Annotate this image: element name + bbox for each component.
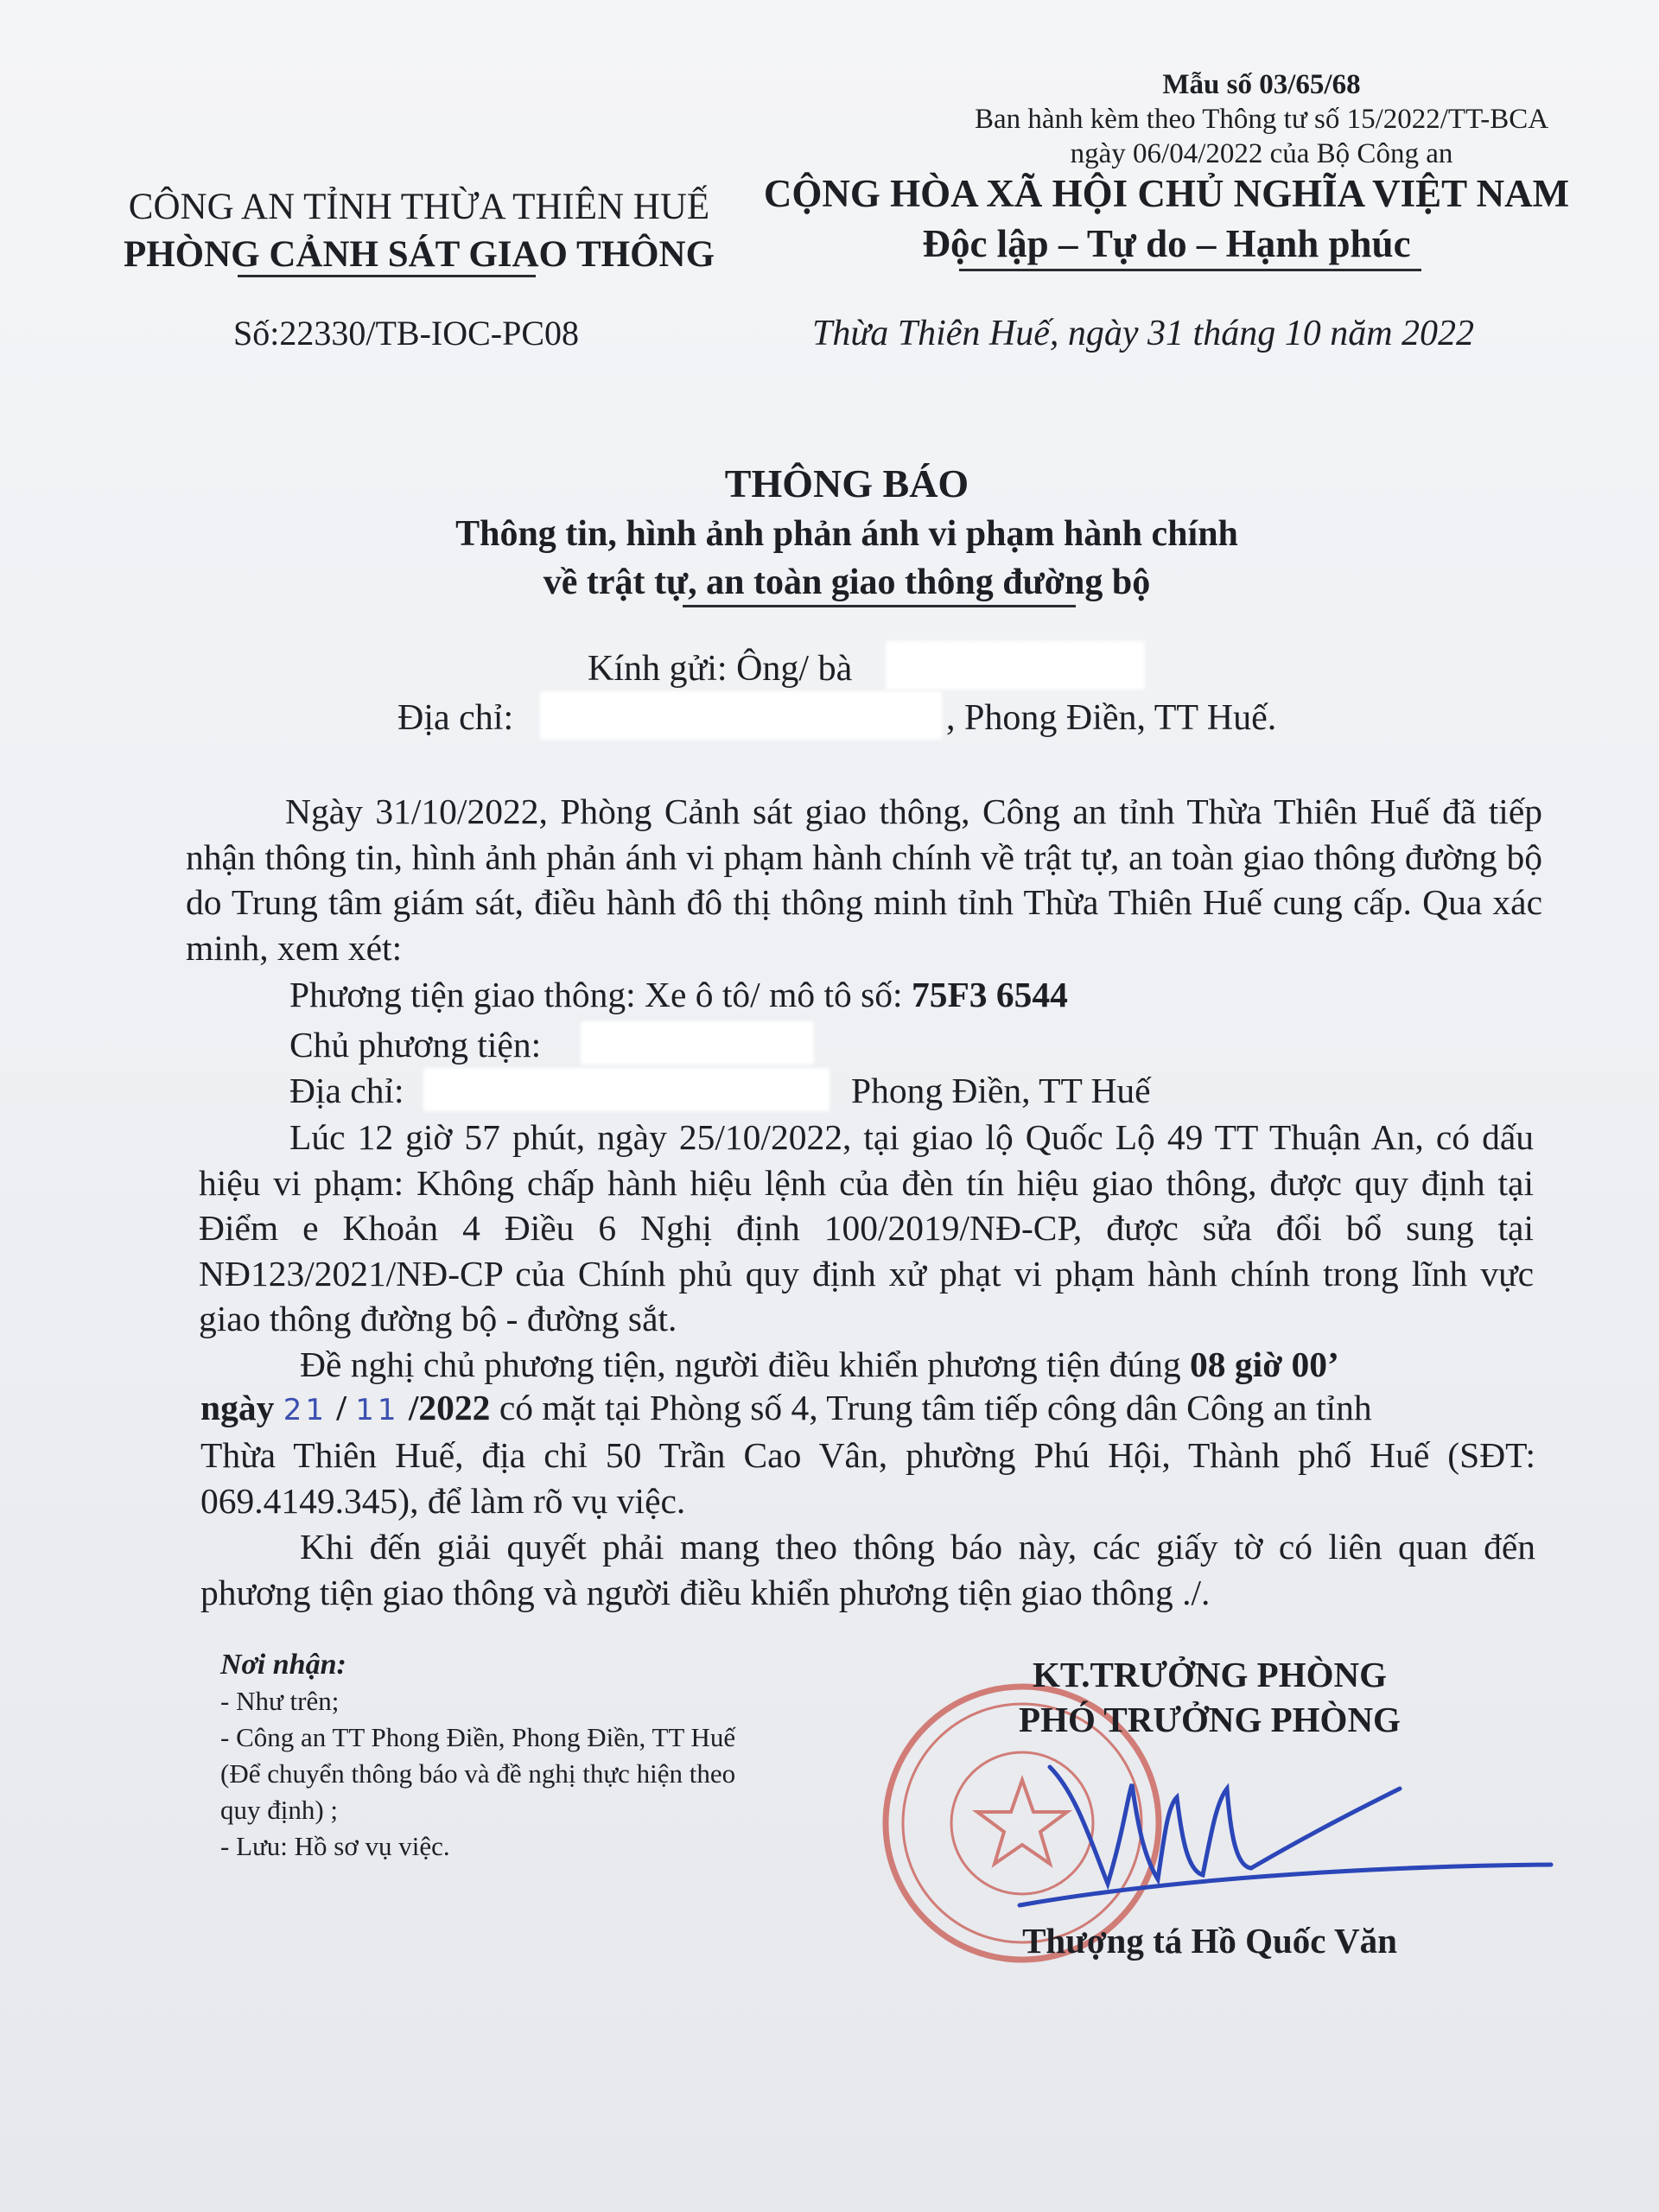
owner-address-tail: Phong Điền, TT Huế: [851, 1071, 1151, 1110]
place-date: Thừa Thiên Huế, ngày 31 tháng 10 năm 2022: [812, 314, 1475, 353]
signature-title-1: KT.TRƯỞNG PHÒNG: [1033, 1655, 1387, 1694]
form-issued-line-1: Ban hành kèm theo Thông tư số 15/2022/TT-BCA: [974, 104, 1549, 135]
agency-name: PHÒNG CẢNH SÁT GIAO THÔNG: [123, 234, 715, 275]
handwritten-month: 11: [355, 1393, 400, 1427]
handwritten-day: 21: [283, 1393, 327, 1427]
appointment-time: 08 giờ 00’: [1190, 1344, 1339, 1384]
nation-motto: Độc lập – Tự do – Hạnh phúc: [922, 222, 1411, 265]
day-label: ngày: [200, 1388, 275, 1427]
signature-block: [933, 1652, 1486, 1742]
nation-name: CỘNG HÒA XÃ HỘI CHỦ NGHĨA VIỆT NAM: [763, 172, 1570, 215]
appointment-year: /2022: [408, 1388, 491, 1427]
form-issued-line-2: ngày 06/04/2022 của Bộ Công an: [1070, 138, 1453, 169]
recipient-address-tail: , Phong Điền, TT Huế.: [946, 698, 1277, 738]
form-number: Mẫu số 03/65/68: [1162, 69, 1361, 100]
recipient-item: - Công an TT Phong Điền, Phong Điền, TT Huế: [220, 1722, 736, 1752]
license-plate: 75F3 6544: [911, 975, 1068, 1014]
title-sub-2: về trật tự, an toàn giao thông đường bộ: [543, 563, 1151, 602]
recipient-item: (Để chuyển thông báo và đề nghị thực hiện theo: [220, 1758, 736, 1789]
recipients-heading: Nơi nhận:: [220, 1649, 346, 1681]
recipient-item: - Như trên;: [220, 1686, 340, 1716]
owner-label: Chủ phương tiện:: [289, 1025, 542, 1065]
paragraph-receipt: Ngày 31/10/2022, Phòng Cảnh sát giao thông, Công an tỉnh Thừa Thiên Huế đã tiếp nhận thông tin, hình ảnh phản ánh vi phạm hành chính về trật tự, an toàn giao thông đường bộ do Trung tâm giám sát, điều hành đô thị thông minh tỉnh Thừa Thiên Huế cung cấp. Qua xác minh, xem xét:: [186, 791, 1542, 968]
recipient-item: quy định) ;: [220, 1795, 339, 1825]
recipient-greeting: Kính gửi: Ông/ bà: [588, 649, 853, 689]
signer-name: Thượng tá Hồ Quốc Văn: [1022, 1921, 1397, 1961]
recipient-item: - Lưu: Hồ sơ vụ việc.: [220, 1831, 450, 1861]
request-text-a: Đề nghị chủ phương tiện, người điều khiển phương tiện đúng: [300, 1344, 1181, 1384]
agency-parent: CÔNG AN TỈNH THỪA THIÊN HUẾ: [128, 187, 710, 227]
paragraph-request-line-2: ngày 21 / 11 /2022 có mặt tại Phòng số 4, Trung tâm tiếp công dân Công an tỉnh: [200, 1388, 1372, 1427]
vehicle-label: Phương tiện giao thông: Xe ô tô/ mô tô số:: [289, 975, 903, 1014]
owner-address-label: Địa chỉ:: [289, 1071, 404, 1110]
recipient-address-label: Địa chỉ:: [397, 698, 514, 738]
title-sub-1: Thông tin, hình ảnh phản ánh vi phạm hành chính: [455, 514, 1238, 554]
paragraph-violation: Lúc 12 giờ 57 phút, ngày 25/10/2022, tại giao lộ Quốc Lộ 49 TT Thuận An, có dấu hiệu vi phạm: Không chấp hành hiệu lệnh của đèn tín hiệu giao thông, được quy định tại Điểm e Khoản 4 Điều 6 Nghị định 100/2019/NĐ-CP, được sửa đổi bổ sung tại NĐ123/2021/NĐ-CP của Chính phủ quy định xử phạt vi phạm hành chính trong lĩnh vực giao thông đường bộ - đường sắt.: [199, 1117, 1534, 1338]
signature-title-2: PHÓ TRƯỞNG PHÒNG: [1019, 1700, 1401, 1739]
document-number: Số:22330/TB-IOC-PC08: [233, 314, 580, 353]
request-text-b: có mặt tại Phòng số 4, Trung tâm tiếp công dân Công an tỉnh: [499, 1388, 1372, 1427]
title-main: THÔNG BÁO: [724, 461, 969, 505]
paragraph-documents: Khi đến giải quyết phải mang theo thông báo này, các giấy tờ có liên quan đến phương tiện giao thông và người điều khiển phương tiện giao thông ./.: [200, 1527, 1535, 1612]
request-text-c: Thừa Thiên Huế, địa chỉ 50 Trần Cao Vân, phường Phú Hội, Thành phố Huế (SĐT: 069.4149.345), để làm rõ vụ việc.: [200, 1435, 1535, 1521]
signature-icon: [1020, 1767, 1551, 1905]
